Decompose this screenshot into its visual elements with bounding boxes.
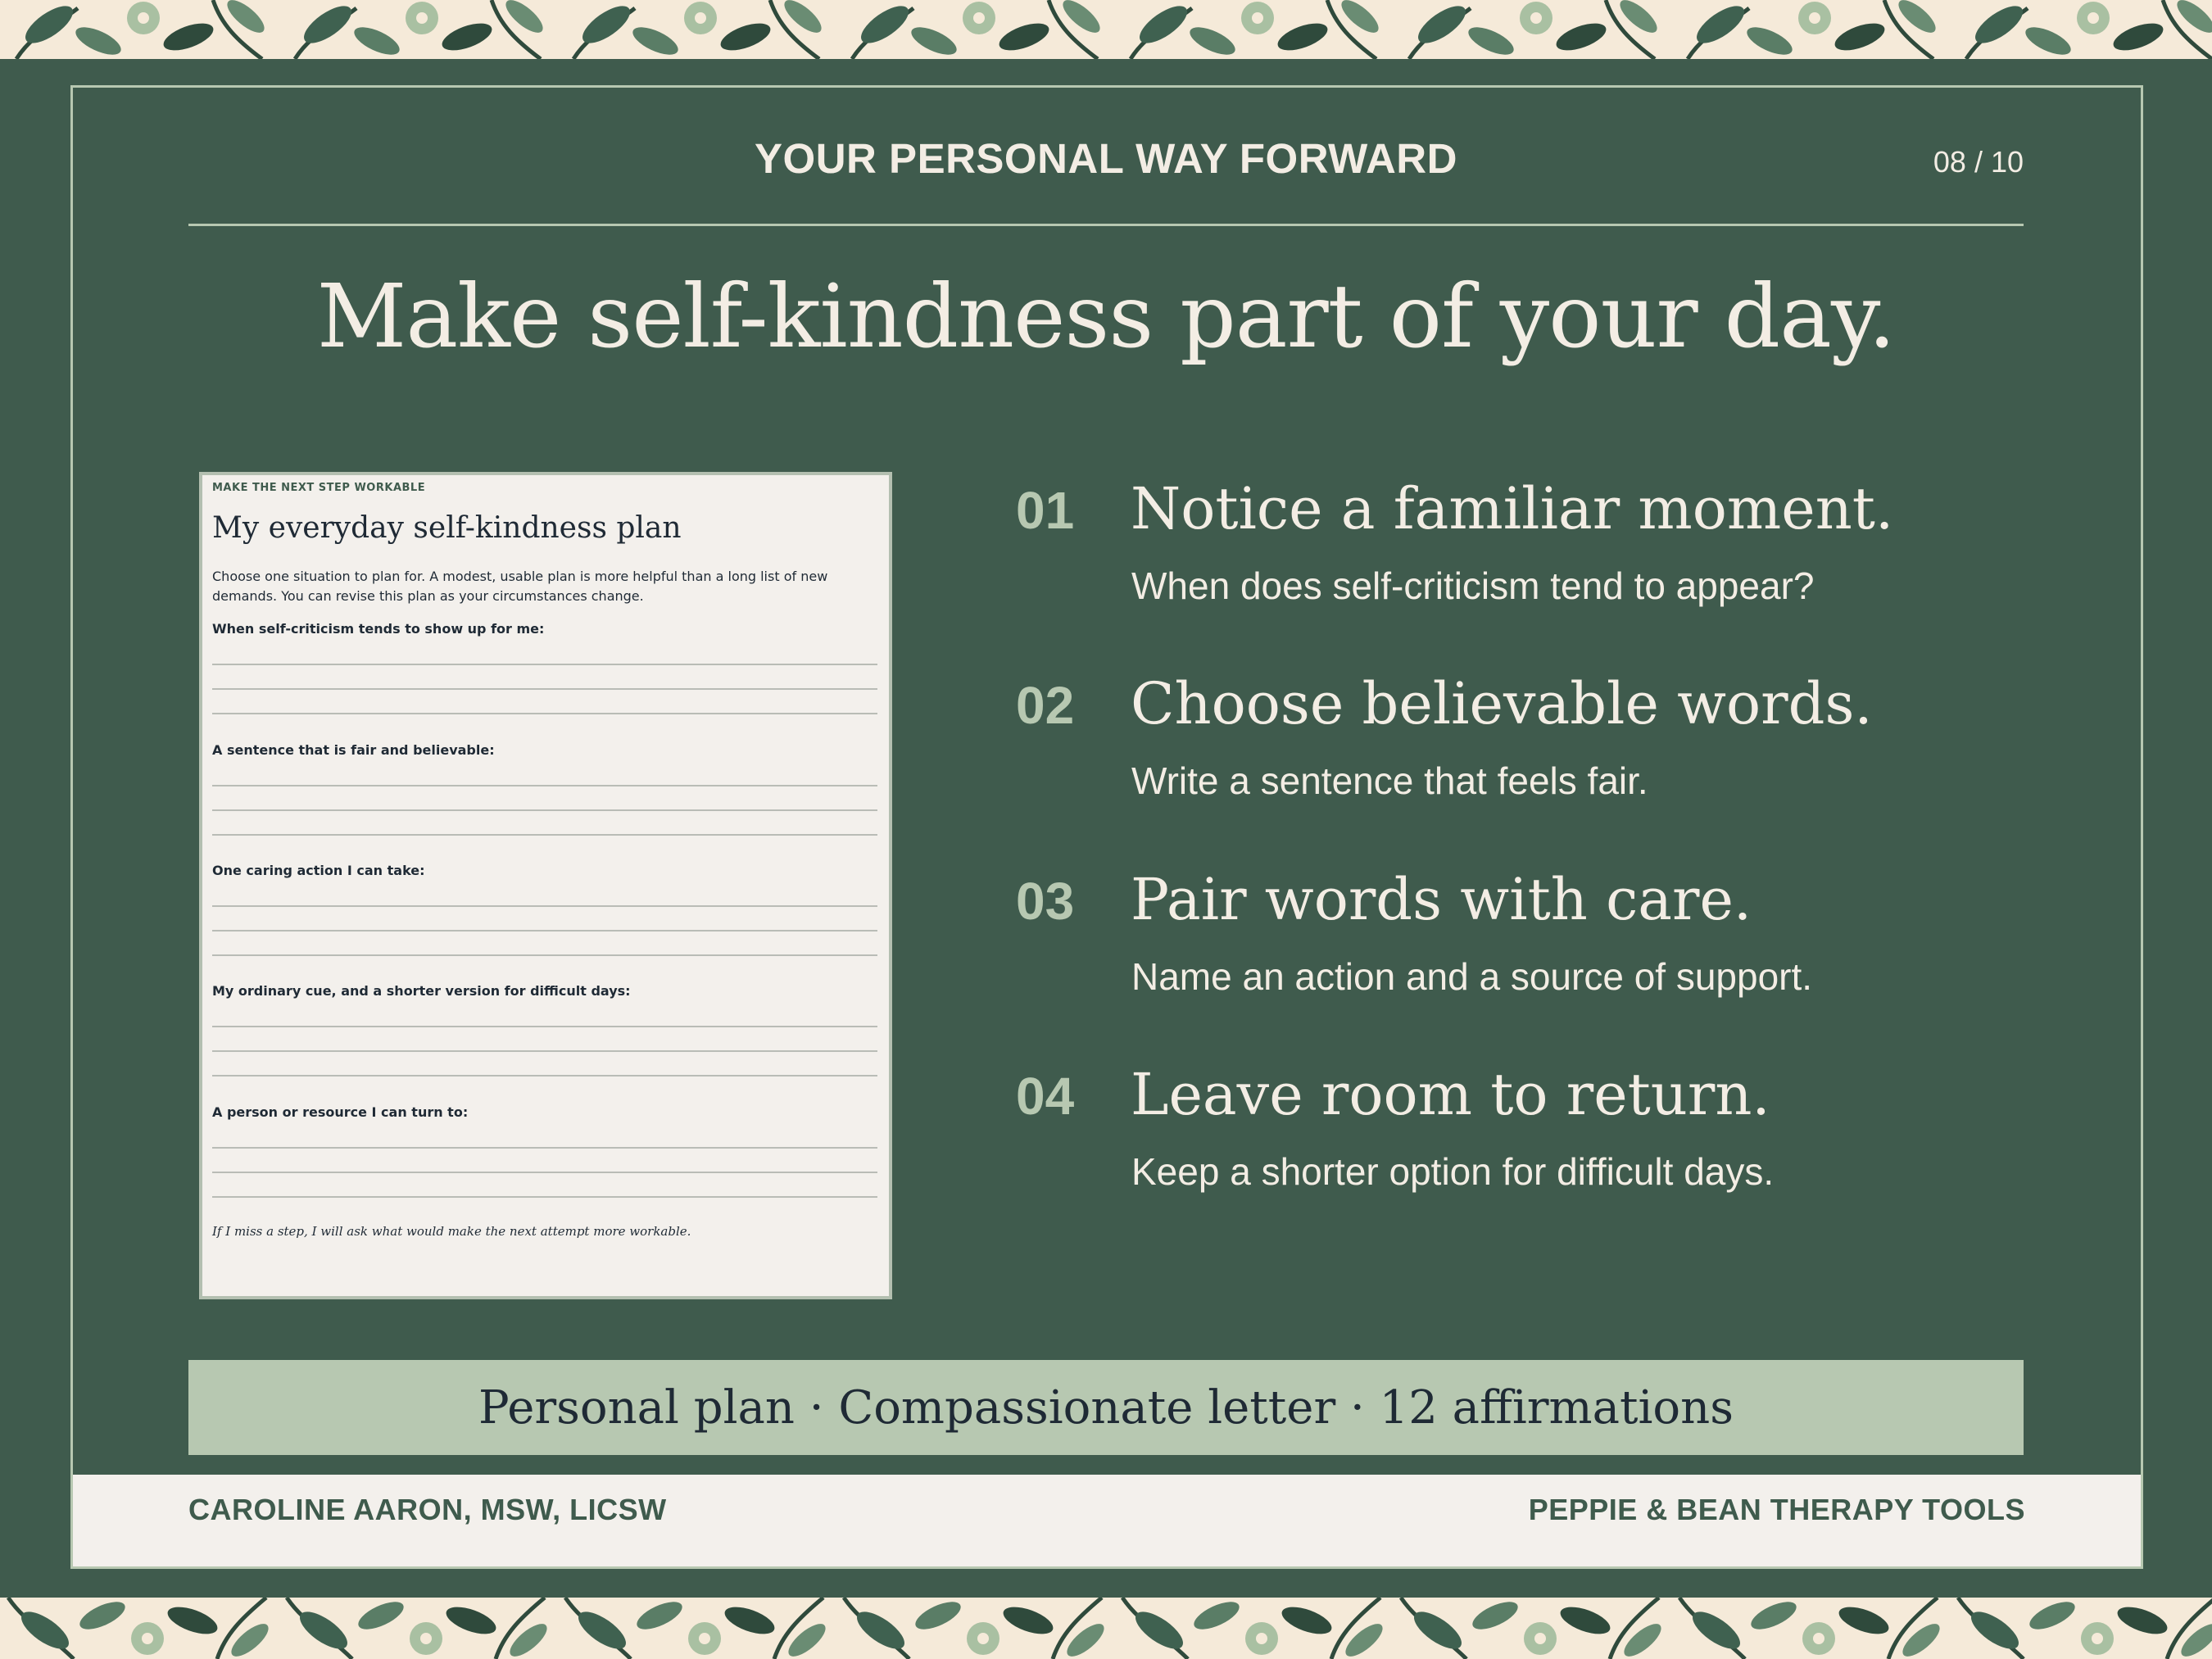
worksheet-eyebrow: MAKE THE NEXT STEP WORKABLE [212,482,426,494]
write-line [212,1027,877,1052]
worksheet-title: My everyday self-kindness plan [212,511,682,545]
headline: Make self-kindness part of your day. [316,266,1896,368]
step-number: 01 [1016,481,1075,540]
step-title: Leave room to return. [1131,1061,1770,1128]
step-number: 02 [1016,676,1075,735]
footer-bar [73,1475,2141,1566]
field-label: A sentence that is fair and believable: [212,742,495,758]
step-subtitle: Write a sentence that feels fair. [1131,759,1648,802]
write-line [212,1052,877,1077]
field-label: When self-criticism tends to show up for me: [212,621,545,637]
write-line [212,665,877,690]
step-title: Pair words with care. [1131,866,1752,933]
field-label: My ordinary cue, and a shorter version for difficult days: [212,983,631,999]
includes-text: Personal plan · Compassionate letter · 12 affirmations [478,1380,1734,1435]
floral-border-bottom [0,1598,2212,1659]
step-title: Choose believable words. [1131,670,1873,737]
worksheet-field [212,621,877,714]
worksheet-field [212,742,877,836]
includes-banner [188,1360,2024,1455]
footer-author: CAROLINE AARON, MSW, LICSW [188,1493,667,1526]
step-number: 03 [1016,872,1075,931]
step-item [1016,475,2024,655]
write-line [212,786,877,811]
write-line [212,690,877,714]
page-heading: YOUR PERSONAL WAY FORWARD [755,135,1457,182]
field-label: One caring action I can take: [212,863,425,878]
step-subtitle: When does self-criticism tend to appear? [1131,564,1815,607]
write-line [212,1173,877,1198]
step-subtitle: Keep a shorter option for difficult days. [1131,1150,1775,1193]
field-label: A person or resource I can turn to: [212,1104,469,1120]
floral-pattern-top [0,0,2212,59]
write-line [212,762,877,786]
header-divider [188,224,2024,226]
banner-divider [188,1471,2024,1474]
worksheet-field [212,1104,877,1198]
step-item [1016,866,2024,1046]
floral-border-top [0,0,2212,59]
write-line [212,907,877,931]
page-number: 08 / 10 [1933,145,2024,179]
floral-pattern-bottom [0,1598,2212,1659]
write-line [212,641,877,665]
worksheet-intro: Choose one situation to plan for. A modest, usable plan is more helpful than a long list of new demands. You can revise this plan as your circumstances change. [212,569,828,604]
worksheet-field [212,983,877,1077]
write-line [212,811,877,836]
step-title: Notice a familiar moment. [1131,475,1894,542]
write-line [212,1149,877,1173]
step-subtitle: Name an action and a source of support. [1131,955,1813,998]
write-line [212,1124,877,1149]
write-line [212,882,877,907]
footer-brand: PEPPIE & BEAN THERAPY TOOLS [1528,1493,2025,1526]
worksheet-field [212,863,877,956]
worksheet-note: If I miss a step, I will ask what would make the next attempt more workable. [212,1224,691,1239]
step-number: 04 [1016,1067,1075,1126]
write-line [212,931,877,956]
worksheet-preview [199,472,892,1299]
write-line [212,1003,877,1027]
step-item [1016,1061,2024,1241]
step-item [1016,670,2024,850]
